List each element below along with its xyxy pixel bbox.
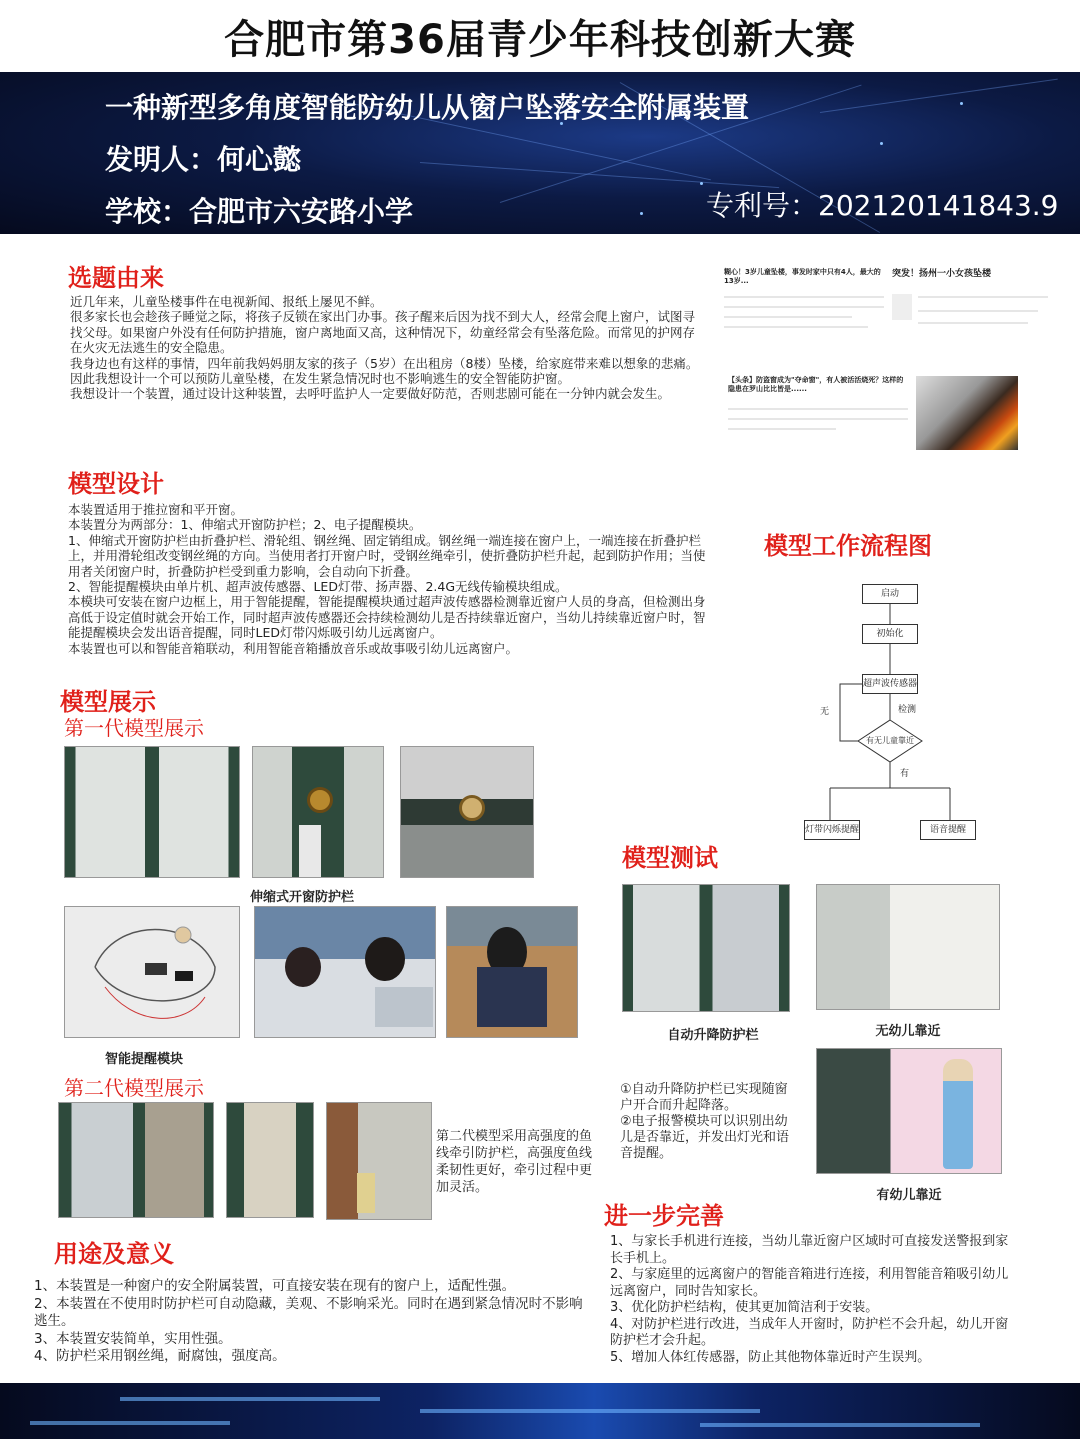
design-paragraph: 2、智能提醒模块由单片机、超声波传感器、LED灯带、扬声器、2.4G无线传输模块组成。 (68, 579, 568, 595)
news-clipping-2 (892, 270, 1052, 350)
title-banner (0, 72, 1080, 234)
gen1-photo-module (64, 906, 240, 1038)
origin-paragraph: 我想设计一个装置，通过设计这种装置，去呼吁监护人一定要做好防范，否则悲剧可能在一分钟内就会发生。 (70, 386, 671, 402)
usage-item: 3、本装置安装简单，实用性强。 (34, 1330, 232, 1347)
caption-no-child: 无幼儿靠近 (875, 1024, 941, 1039)
improve-list (610, 1234, 1010, 1366)
flow-decision-label: 有无儿童靠近 (866, 736, 914, 745)
gen2-title: 第二代模型展示 (64, 1076, 204, 1100)
design-paragraph: 1、伸缩式开窗防护栏由折叠护栏、滑轮组、钢丝绳、固定销组成。钢丝绳一端连接在窗户上，一端连接在折叠护栏上，并用滑轮组改变钢丝绳的方向。当使用者打开窗户时，受钢丝绳牵引，使折叠防护栏升起，起到防护作用；当使用者关闭窗户时，折叠防护栏受到重力影响，会自动向下折叠。 (68, 532, 706, 579)
inventor: 发明人：何心懿 (105, 143, 302, 176)
fire-photo (916, 376, 1018, 450)
origin-paragraph: 近几年来，儿童坠楼事件在电视新闻、报纸上屡见不鲜。 (70, 294, 383, 309)
caption-child: 有幼儿靠近 (876, 1188, 942, 1203)
news-headline: 【头条】防盗窗成为"夺命窗"，有人被活活烧死？这样的隐患在罗山比比皆是...... (728, 376, 904, 393)
gen1-photo-window (64, 746, 240, 878)
flow-yes-label: 有 (900, 769, 910, 779)
flow-led-alert: 灯带闪烁提醒 (804, 820, 860, 840)
usage-item: 1、本装置是一种窗户的安全附属装置，可直接安装在现有的窗户上，适配性强。 (34, 1278, 516, 1294)
design-paragraph: 本装置适用于推拉窗和平开窗。 (68, 502, 244, 517)
flow-init: 初始化 (862, 624, 918, 644)
caption-auto-guard: 自动升降防护栏 (667, 1028, 759, 1043)
flowchart-title: 模型工作流程图 (764, 532, 932, 560)
design-text (68, 502, 712, 656)
school: 学校：合肥市六安路小学 (105, 195, 414, 228)
improve-item: 2、与家庭里的远离窗户的智能音箱进行连接，利用智能音箱吸引幼儿远离窗户，同时告知家长。 (610, 1267, 1009, 1299)
gen1-photo-detail (400, 746, 534, 878)
test-photo-no-child (816, 884, 1000, 1010)
design-title: 模型设计 (68, 470, 164, 498)
footer-banner (0, 1383, 1080, 1439)
improve-item: 1、与家长手机进行连接，当幼儿靠近窗户区域时可直接发送警报到家长手机上。 (610, 1234, 1009, 1266)
gen2-photo-3 (326, 1102, 432, 1220)
showcase-title: 模型展示 (60, 688, 156, 716)
design-paragraph: 本装置也可以和智能音箱联动，利用智能音箱播放音乐或故事吸引幼儿远离窗户。 (68, 640, 519, 656)
gen2-photo-2 (226, 1102, 314, 1218)
news-clipping-1 (724, 268, 884, 350)
patent-number: 专利号：202120141843.9 (706, 189, 1059, 222)
test-photo-guard (622, 884, 790, 1012)
caption-guard: 伸缩式开窗防护栏 (250, 890, 355, 905)
module-wires (65, 907, 240, 1038)
origin-text (70, 294, 700, 402)
improve-item: 4、对防护栏进行改进，当成年人开窗时，防护栏不会升起，幼儿开窗防护栏才会升起。 (610, 1316, 1009, 1348)
flow-no-label: 无 (820, 707, 830, 717)
origin-paragraph: 很多家长也会趁孩子睡觉之际，将孩子反锁在家出门办事。孩子醒来后因为找不到大人，经常会爬上窗户，试图寻找父母。如果窗户外没有任何防护措施，窗户离地面又高，这种情况下，幼童经常会有坠落危险。而常见的护网存在火灾无法逃生的安全隐患。 (70, 309, 696, 356)
origin-paragraph: 我身边也有这样的事情，四年前我妈妈朋友家的孩子（5岁）在出租房（8楼）坠楼，给家庭带来难以想象的悲痛。 (70, 355, 699, 371)
usage-title: 用途及意义 (54, 1240, 174, 1268)
flow-detect-label: 检测 (898, 705, 917, 715)
gen1-photo-install (446, 906, 578, 1038)
usage-item: 4、防护栏采用钢丝绳，耐腐蚀，强度高。 (34, 1348, 286, 1364)
flow-start: 启动 (862, 584, 918, 604)
flow-voice-alert: 语音提醒 (920, 820, 976, 840)
project-title: 一种新型多角度智能防幼儿从窗户坠落安全附属装置 (105, 91, 750, 124)
improve-item: 5、增加人体红传感器，防止其他物体靠近时产生误判。 (610, 1349, 931, 1365)
improve-item: 3、优化防护栏结构，使其更加简洁利于安装。 (610, 1300, 879, 1315)
usage-item: 2、本装置在不使用时防护栏可自动隐藏，美观、不影响采光。同时在遇到紧急情况时不影响逃生。 (34, 1295, 583, 1329)
gen1-title: 第一代模型展示 (64, 716, 204, 740)
test-photo-child (816, 1048, 1002, 1174)
usage-list (34, 1278, 594, 1366)
testing-notes: ①自动升降防护栏已实现随窗户开合而升起降落。 ②电子报警模块可以识别出幼儿是否靠近，并发出灯光和语音提醒。 (620, 1082, 790, 1161)
competition-title: 合肥市第36届青少年科技创新大赛 (224, 17, 856, 63)
gen1-photo-students (254, 906, 436, 1038)
news-headline: 糊心！3岁儿童坠楼，事发时家中只有4人，最大的13岁... (724, 268, 881, 285)
origin-title: 选题由来 (68, 264, 164, 292)
caption-module: 智能提醒模块 (104, 1052, 183, 1067)
news-clipping-3 (728, 376, 908, 450)
gen2-photo-1 (58, 1102, 214, 1218)
testing-title: 模型测试 (622, 844, 718, 872)
design-paragraph: 本模块可安装在窗户边框上，用于智能提醒，智能提醒模块通过超声波传感器检测靠近窗户人员的身高，但检测出身高低于设定值时就会开始工作，同时超声波传感器还会持续检测幼儿是否持续靠近窗户，当幼儿持续靠近窗户时，智能提醒模块会发出语音提醒，同时LED灯带闪烁吸引幼儿远离窗户。 (68, 594, 706, 641)
origin-paragraph: 因此我想设计一个可以预防儿童坠楼，在发生紧急情况时也不影响逃生的安全智能防护窗。 (70, 371, 571, 387)
gen1-photo-pulley (252, 746, 384, 878)
design-paragraph: 本装置分为两部分：1、伸缩式开窗防护栏；2、电子提醒模块。 (68, 517, 422, 533)
improve-title: 进一步完善 (604, 1202, 724, 1230)
flow-sensor: 超声波传感器 (862, 674, 918, 694)
gen2-description: 第二代模型采用高强度的鱼线牵引防护栏，高强度鱼线柔韧性更好，牵引过程中更加灵活。 (436, 1129, 593, 1195)
news-headline: 突发！扬州一小女孩坠楼 (892, 269, 992, 279)
